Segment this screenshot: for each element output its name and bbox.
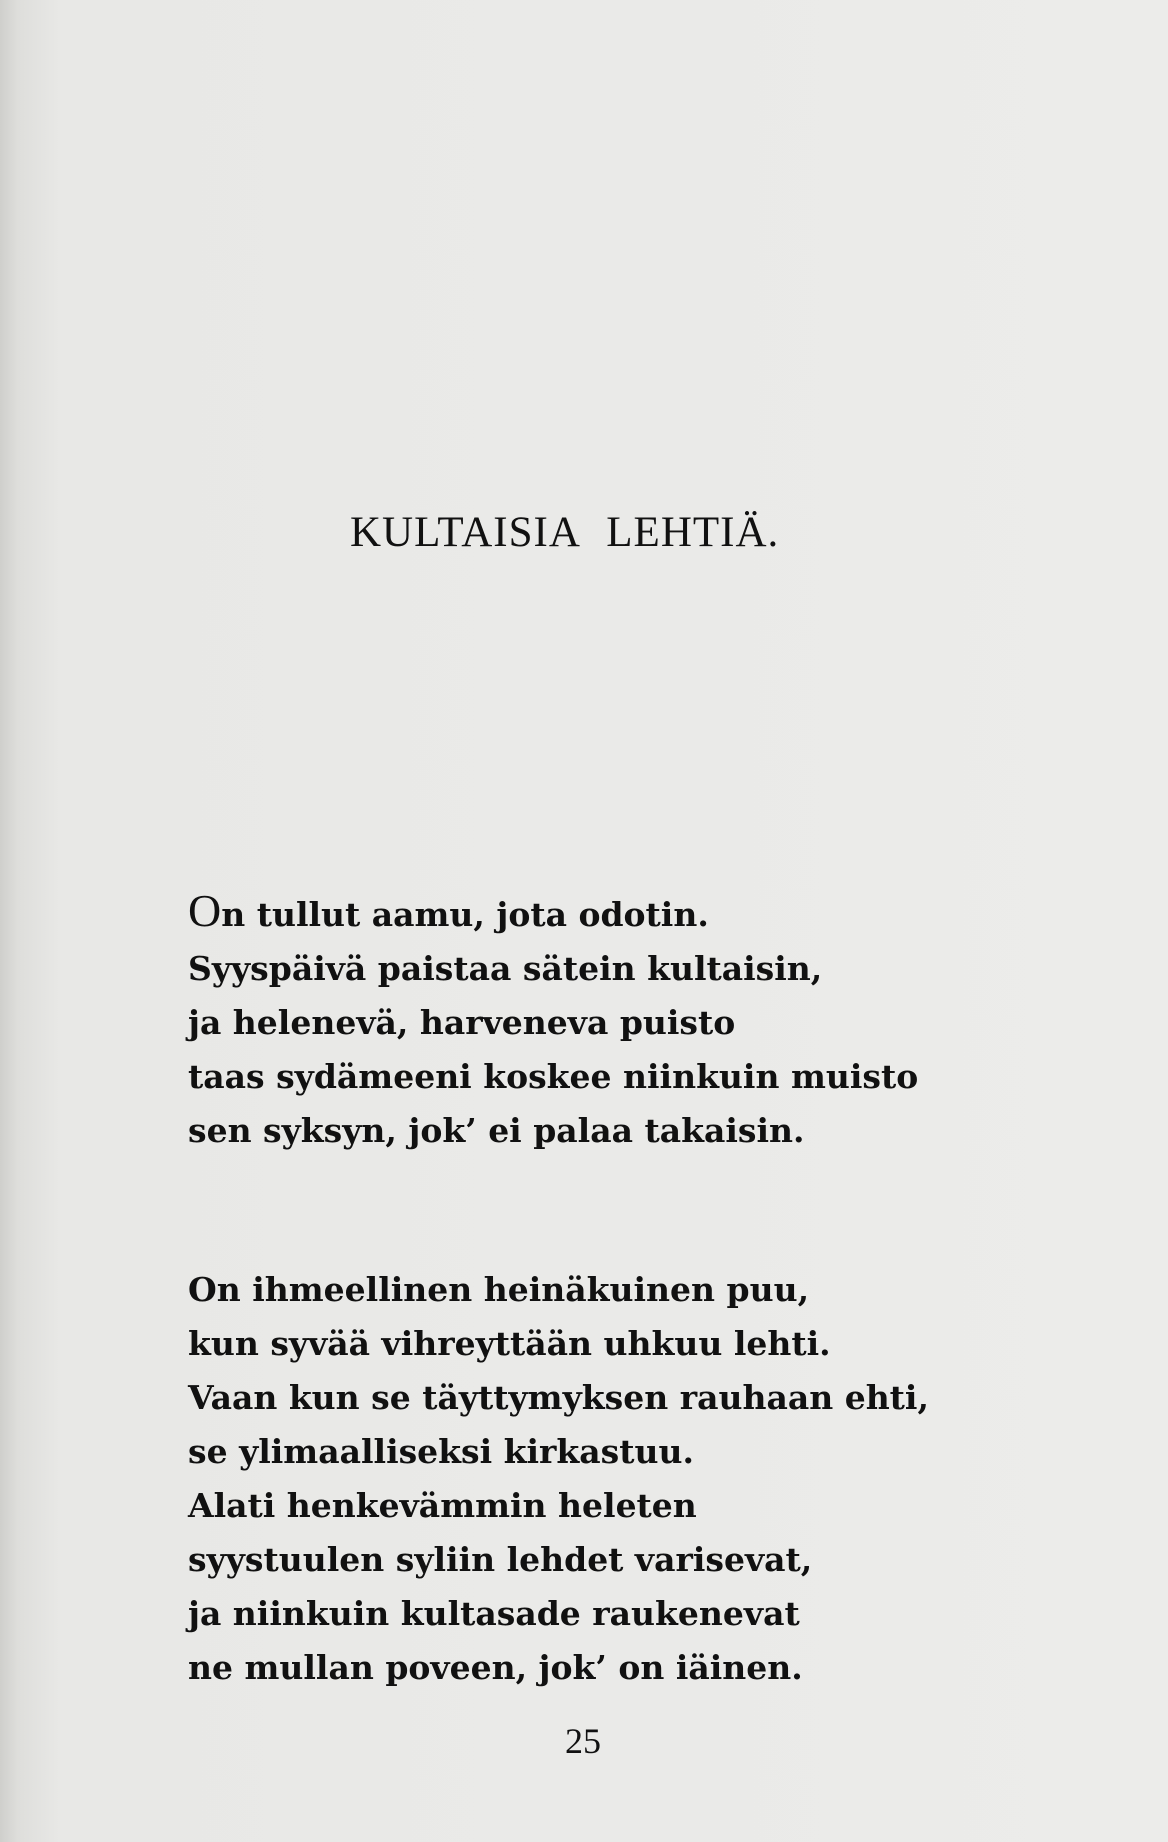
stanza-1 xyxy=(188,885,1008,1158)
poem-line: Alati henkevämmin heleten xyxy=(188,1486,697,1525)
poem-line: se ylimaalliseksi kirkastuu. xyxy=(188,1432,694,1471)
poem-line: taas sydämeeni koskee niinkuin muisto xyxy=(188,1057,919,1096)
poem-line: On ihmeellinen heinäkuinen puu, xyxy=(188,1270,810,1309)
drop-cap: O xyxy=(188,885,222,936)
poem-line: Syyspäivä paistaa sätein kultaisin, xyxy=(188,949,823,988)
poem-line: syystuulen syliin lehdet varisevat, xyxy=(188,1540,813,1579)
poem-title: KULTAISIA LEHTIÄ. xyxy=(350,509,780,556)
page-number: 25 xyxy=(565,1721,601,1761)
poem-line xyxy=(188,885,1008,942)
poem-line: sen syksyn, jok’ ei palaa takaisin. xyxy=(188,1111,805,1150)
poem-line: ne mullan poveen, jok’ on iäinen. xyxy=(188,1648,803,1687)
first-line-rest: n tullut aamu, jota odotin. xyxy=(221,895,709,934)
stanza-2 xyxy=(188,1263,1008,1695)
poem-line: ja helenevä, harveneva puisto xyxy=(188,1003,736,1042)
poem-line: ja niinkuin kultasade raukenevat xyxy=(188,1594,800,1633)
poem-line: kun syvää vihreyttään uhkuu lehti. xyxy=(188,1324,831,1363)
poem-line: Vaan kun se täyttymyksen rauhaan ehti, xyxy=(188,1378,929,1417)
